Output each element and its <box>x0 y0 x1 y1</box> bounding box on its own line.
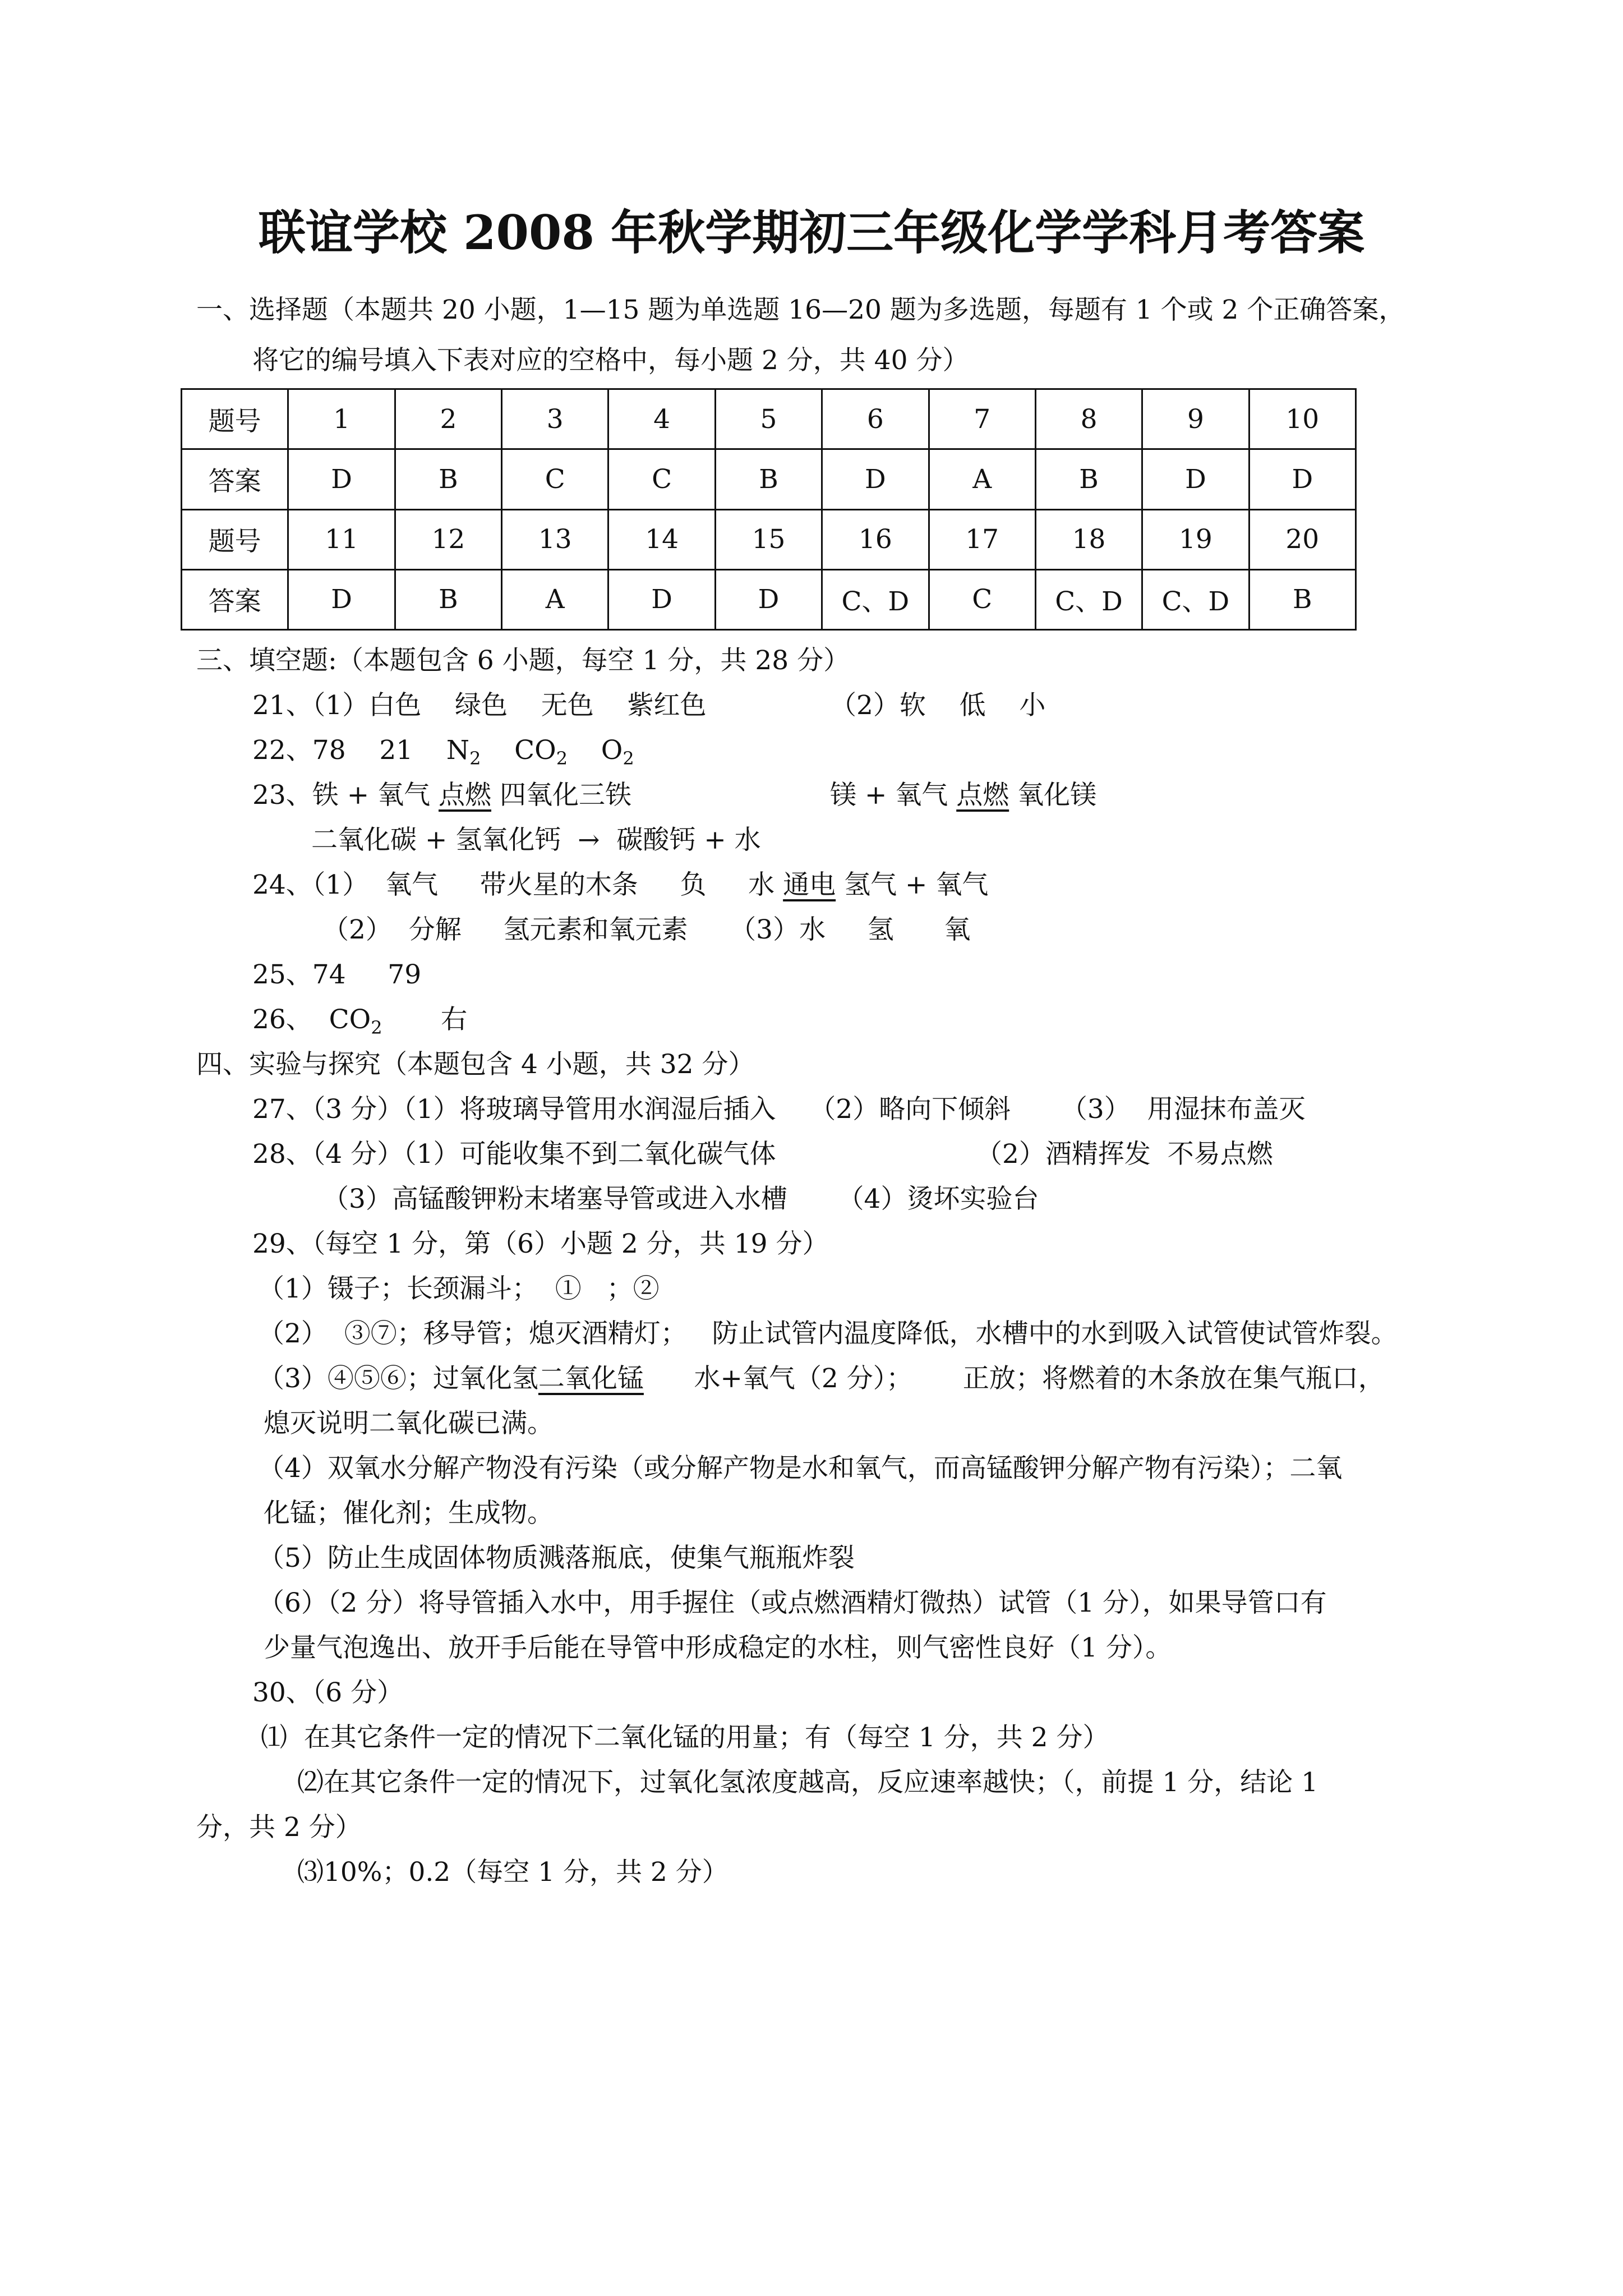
reaction-condition: 二氧化锰 <box>538 1363 644 1394</box>
q29-part4-cont: 化锰；催化剂；生成物。 <box>264 1498 554 1529</box>
table-cell: C <box>502 449 608 509</box>
q29-part2: （2） ③⑦；移导管；熄灭酒精灯； 防止试管内温度降低，水槽中的水到吸入试管使试管炸裂。 <box>258 1318 1398 1349</box>
row-label: 答案 <box>182 569 288 629</box>
table-cell: A <box>929 449 1035 509</box>
table-cell: D <box>822 449 929 509</box>
table-cell: D <box>1142 449 1249 509</box>
q29-part6-cont: 少量气泡逸出、放开手后能在导管中形成稳定的水柱，则气密性良好（1 分）。 <box>264 1632 1172 1663</box>
q21-part1: 21、（1）白色 绿色 无色 紫红色 <box>252 690 707 721</box>
table-cell: 4 <box>608 389 715 449</box>
q24-part2: （2） 分解 氢元素和氧元素 （3）水 氢 氧 <box>322 914 971 945</box>
reaction-condition: 点燃 <box>439 780 492 811</box>
table-cell: 2 <box>395 389 501 449</box>
table-cell: 19 <box>1142 509 1249 569</box>
q22-answer: 22、78 21 $N_2$ $CO_2$ $O_2$ <box>252 735 634 769</box>
table-row <box>182 509 1356 569</box>
q26-answer: 26、 $CO_2$ 右 <box>252 1004 468 1038</box>
table-cell: 12 <box>395 509 501 569</box>
table-cell: B <box>1035 449 1142 509</box>
table-cell: C、D <box>1035 569 1142 629</box>
q24-part1: 24、（1） 氧气 带火星的木条 负 水 通电 氢气 + 氧气 <box>252 869 989 900</box>
table-cell: 9 <box>1142 389 1249 449</box>
table-cell: 1 <box>288 389 395 449</box>
table-cell: B <box>715 449 822 509</box>
table-cell: D <box>288 449 395 509</box>
row-label: 题号 <box>182 389 288 449</box>
q27-answer: 27、（3 分）（1）将玻璃导管用水润湿后插入 （2）略向下倾斜 （3） 用湿抹布盖灭 <box>252 1094 1306 1125</box>
table-row <box>182 569 1356 629</box>
q30-part2-cont: 分，共 2 分） <box>196 1812 362 1843</box>
table-cell: D <box>1249 449 1355 509</box>
table-row <box>182 389 1356 449</box>
q29-part3: （3）④⑤⑥；过氧化氢二氧化锰 水+氧气（2 分）； 正放；将燃着的木条放在集气瓶口， <box>258 1363 1385 1394</box>
table-cell: C <box>608 449 715 509</box>
table-cell: 18 <box>1035 509 1142 569</box>
table-cell: 17 <box>929 509 1035 569</box>
table-cell: 20 <box>1249 509 1355 569</box>
table-cell: B <box>395 449 501 509</box>
table-cell: C <box>929 569 1035 629</box>
row-label: 答案 <box>182 449 288 509</box>
table-cell: 14 <box>608 509 715 569</box>
table-cell: 6 <box>822 389 929 449</box>
row-label: 题号 <box>182 509 288 569</box>
table-cell: D <box>715 569 822 629</box>
q30-part2: ⑵在其它条件一定的情况下，过氧化氢浓度越高，反应速率越快；（，前提 1 分，结论 1 <box>297 1767 1318 1798</box>
table-cell: A <box>502 569 608 629</box>
table-cell: D <box>608 569 715 629</box>
q28-part1: 28、（4 分）（1）可能收集不到二氧化碳气体 <box>252 1139 776 1170</box>
q23-equation-magnesium: 镁 + 氧气 点燃 氧化镁 <box>830 780 1097 811</box>
section3-heading: 三、填空题:（本题包含 6 小题，每空 1 分，共 28 分） <box>196 645 850 676</box>
reaction-condition: 点燃 <box>956 780 1009 811</box>
page-title: 联谊学校 2008 年秋学期初三年级化学学科月考答案 <box>258 205 1365 260</box>
q29-part5: （5）防止生成固体物质溅落瓶底，使集气瓶瓶炸裂 <box>258 1543 855 1573</box>
reaction-condition: 通电 <box>783 869 836 900</box>
table-cell: B <box>395 569 501 629</box>
table-cell: 7 <box>929 389 1035 449</box>
table-cell: 15 <box>715 509 822 569</box>
q30-heading: 30、（6 分） <box>252 1677 404 1708</box>
section4-heading: 四、实验与探究（本题包含 4 小题，共 32 分） <box>196 1049 755 1080</box>
table-cell: 8 <box>1035 389 1142 449</box>
q28-part3: （3）高锰酸钾粉末堵塞导管或进入水槽 （4）烫坏实验台 <box>322 1184 1039 1214</box>
q29-part1: （1）镊子；长颈漏斗； ① ；② <box>258 1273 660 1304</box>
table-cell: 5 <box>715 389 822 449</box>
q23-equation-co2: 二氧化碳 + 氢氧化钙 → 碳酸钙 + 水 <box>311 825 761 855</box>
q29-part6: （6）（2 分）将导管插入水中，用手握住（或点燃酒精灯微热）试管（1 分），如果导管口有 <box>258 1588 1327 1618</box>
section1-instruction-line1: 一、选择题（本题共 20 小题，1—15 题为单选题 16—20 题为多选题，每题有 1 个或 2 个正确答案， <box>196 295 1405 325</box>
table-cell: C、D <box>822 569 929 629</box>
q29-part3-cont: 熄灭说明二氧化碳已满。 <box>264 1408 554 1439</box>
table-row <box>182 449 1356 509</box>
q28-part2: （2）酒精挥发 不易点燃 <box>976 1139 1273 1170</box>
answer-table <box>181 388 1357 631</box>
q21-part2: （2）软 低 小 <box>830 690 1046 721</box>
q30-part3: ⑶10%；0.2（每空 1 分，共 2 分） <box>297 1857 728 1888</box>
q23-equation-iron: 23、铁 + 氧气 点燃 四氧化三铁 <box>252 780 631 811</box>
table-cell: C、D <box>1142 569 1249 629</box>
section1-instruction-line2: 将它的编号填入下表对应的空格中，每小题 2 分，共 40 分） <box>252 345 969 376</box>
q30-part1: ⑴ 在其它条件一定的情况下二氧化锰的用量；有（每空 1 分，共 2 分） <box>261 1722 1109 1753</box>
table-cell: 13 <box>502 509 608 569</box>
q29-part4: （4）双氧水分解产物没有污染（或分解产物是水和氧气，而高锰酸钾分解产物有污染）；二氧 <box>258 1453 1343 1484</box>
table-cell: B <box>1249 569 1355 629</box>
table-cell: 16 <box>822 509 929 569</box>
table-cell: 10 <box>1249 389 1355 449</box>
q25-answer: 25、74 79 <box>252 959 422 990</box>
table-cell: 3 <box>502 389 608 449</box>
q29-heading: 29、（每空 1 分，第（6）小题 2 分，共 19 分） <box>252 1228 829 1259</box>
table-cell: D <box>288 569 395 629</box>
table-cell: 11 <box>288 509 395 569</box>
